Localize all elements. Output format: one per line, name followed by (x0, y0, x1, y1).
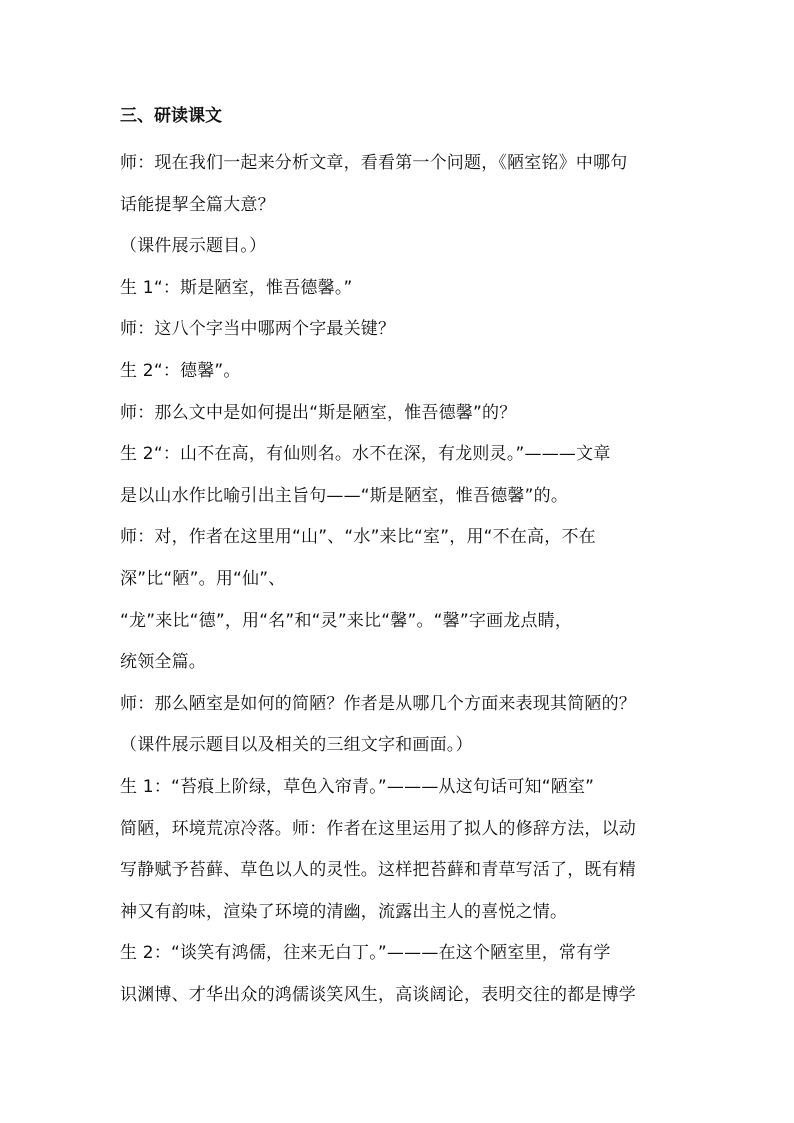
text-line: （课件展示题目。） (120, 236, 267, 257)
text-line: 师：现在我们一起来分析文章，看看第一个问题，《陋室铭》中哪句 (120, 153, 628, 173)
text-line: 生 2：“谈笑有鸿儒，往来无白丁。”———在这个陋室里，常有学 (120, 943, 611, 964)
section-heading: 三、研读课文 (120, 106, 222, 126)
text-line: 师：那么陋室是如何的简陋？作者是从哪几个方面来表现其简陋的？ (120, 693, 636, 714)
text-line: 生 1：“苔痕上阶绿，草色入帘青。”———从这句话可知“陋室” (120, 776, 595, 797)
text-line: 生 1“：斯是陋室，惟吾德馨。” (120, 277, 353, 298)
text-line: 统领全篇。 (120, 652, 206, 673)
text-line: 话能提挈全篇大意？ (120, 194, 275, 215)
text-line: 写静赋予苔藓、草色以人的灵性。这样把苔藓和青草写活了，既有精 (120, 860, 636, 881)
text-line: 识渊博、才华出众的鸿儒谈笑风生，高谈阔论，表明交往的都是博学 (120, 984, 636, 1005)
text-line: “龙”来比“德”，用“名”和“灵”来比“馨”。“馨”字画龙点睛， (120, 610, 573, 631)
text-line: 师：那么文中是如何提出“斯是陋室，惟吾德馨”的？ (120, 402, 517, 423)
document-page (120, 102, 680, 1016)
text-line: 简陋，环境荒凉冷落。师：作者在这里运用了拟人的修辞方法，以动 (120, 818, 636, 839)
text-line: 是以山水作比喻引出主旨句——“斯是陋室，惟吾德馨”的。 (120, 485, 569, 506)
text-line: 生 2“：山不在高，有仙则名。水不在深，有龙则灵。”———文章 (120, 444, 611, 465)
text-line: 深”比“陋”。用“仙”、 (120, 568, 286, 589)
text-line: 师：对，作者在这里用“山”、“水”来比“室”，用“不在高，不在 (120, 527, 596, 548)
text-line: 生 2“：德馨”。 (120, 360, 241, 381)
text-line: （课件展示题目以及相关的三组文字和画面。） (120, 735, 473, 756)
text-line: 神又有韵味，渲染了环境的清幽，流露出主人的喜悦之情。 (120, 901, 568, 922)
text-line: 师：这八个字当中哪两个字最关键？ (120, 319, 396, 340)
